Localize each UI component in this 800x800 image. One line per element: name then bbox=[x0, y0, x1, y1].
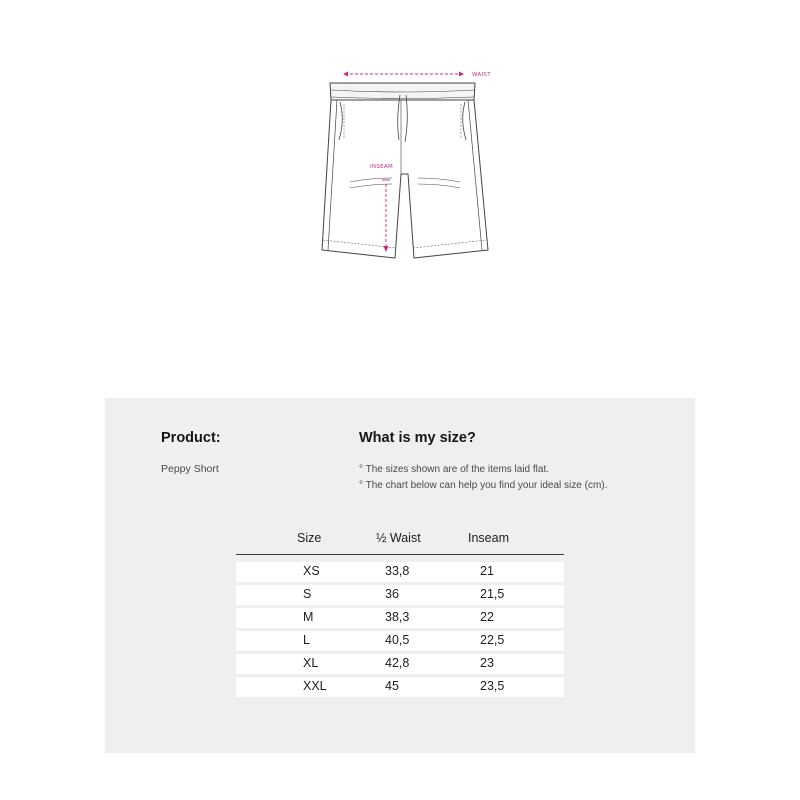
waist-cell: 33,8 bbox=[385, 564, 410, 578]
size-cell: L bbox=[303, 633, 310, 647]
waist-cell: 38,3 bbox=[385, 610, 410, 624]
inseam-cell: 21 bbox=[480, 564, 494, 578]
size-guide-panel bbox=[105, 398, 695, 753]
size-note: ° The chart below can help you find your ideal size (cm). bbox=[359, 479, 608, 491]
table-row bbox=[236, 608, 564, 628]
size-chart-table bbox=[236, 528, 564, 700]
size-cell: M bbox=[303, 610, 314, 624]
waist-measure-arrow bbox=[343, 72, 464, 77]
product-heading: Product: bbox=[161, 430, 221, 446]
table-row bbox=[236, 562, 564, 582]
waist-cell: 36 bbox=[385, 587, 399, 601]
size-cell: XXL bbox=[303, 679, 327, 693]
inseam-cell: 22,5 bbox=[480, 633, 505, 647]
shorts-outline bbox=[322, 83, 488, 258]
size-note: ° The sizes shown are of the items laid flat. bbox=[359, 464, 550, 475]
inseam-cell: 21,5 bbox=[480, 587, 505, 601]
size-cell: XS bbox=[303, 564, 320, 578]
waist-cell: 42,8 bbox=[385, 656, 410, 670]
column-header-size: Size bbox=[297, 531, 322, 545]
table-row bbox=[236, 631, 564, 651]
product-name: Peppy Short bbox=[161, 463, 219, 475]
waist-cell: 40,5 bbox=[385, 633, 410, 647]
inseam-label: INSEAM bbox=[370, 164, 394, 170]
shorts-diagram bbox=[300, 60, 510, 270]
column-header-waist: ½ Waist bbox=[376, 531, 421, 545]
shorts-measurement-illustration bbox=[300, 60, 510, 270]
inseam-cell: 23 bbox=[480, 656, 494, 670]
waist-label: WAIST bbox=[472, 72, 491, 78]
inseam-cell: 23,5 bbox=[480, 679, 505, 693]
column-header-inseam: Inseam bbox=[468, 531, 509, 545]
size-cell: S bbox=[303, 587, 312, 601]
waist-cell: 45 bbox=[385, 679, 399, 693]
inseam-cell: 22 bbox=[480, 610, 494, 624]
table-row bbox=[236, 677, 564, 697]
size-cell: XL bbox=[303, 656, 319, 670]
size-notes bbox=[359, 462, 607, 493]
table-body bbox=[236, 562, 564, 697]
size-heading: What is my size? bbox=[359, 430, 476, 446]
table-row bbox=[236, 585, 564, 605]
table-row bbox=[236, 654, 564, 674]
table-header bbox=[236, 528, 564, 555]
